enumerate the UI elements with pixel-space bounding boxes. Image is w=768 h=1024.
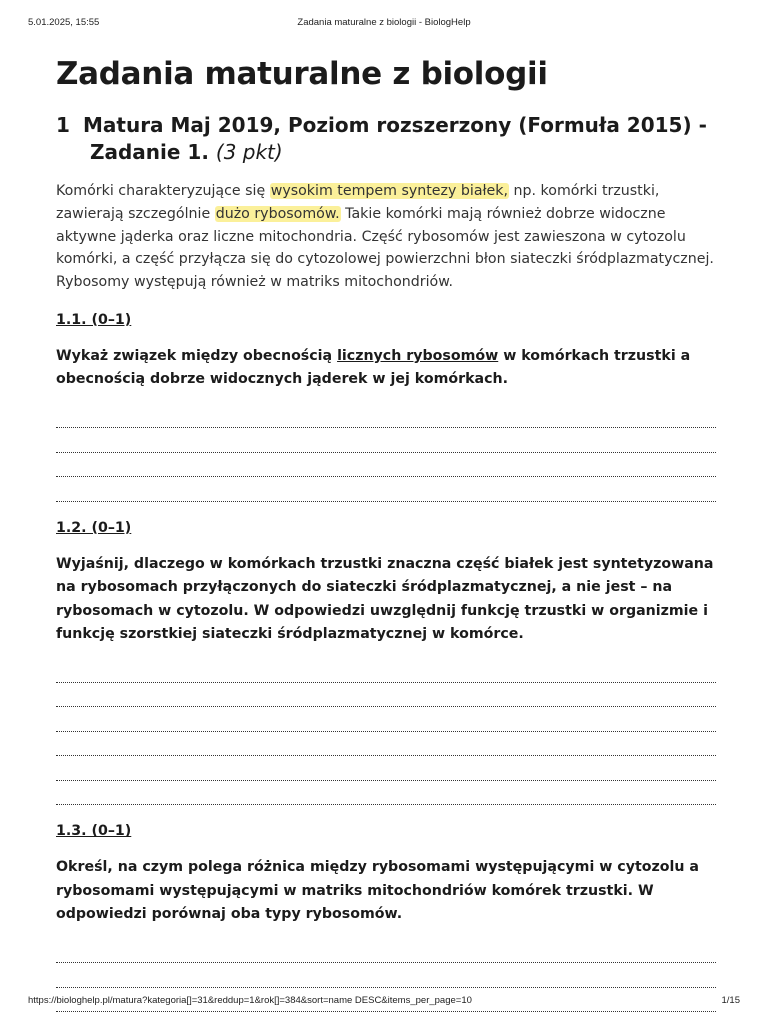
task-points: (3 pkt) (215, 140, 283, 164)
subtask-1-1 (56, 294, 716, 502)
print-document-title: Zadania maturalne z biologii - BiologHelp (297, 17, 471, 28)
task-number: 1 (56, 113, 70, 137)
subtask-question: Określ, na czym polega różnica między rybosomami występującymi w cytozolu a rybosomami występującymi w matriks mitochondriów komórek trzustki. W odpowiedzi porównaj oba typy rybosomów. (56, 859, 699, 923)
intro-text-3: Takie komórki mają również dobrze widoczne aktywne jąderka oraz liczne mitochondria. Część rybosomów jest zawieszona w cytozolu komórki, a część przyłącza się do cytozolowej powierzchni błon siateczki śródplazmatycznej. Rybosomy występują również w matriks mitochondriów. (56, 205, 714, 291)
subtask-question: Wyjaśnij, dlaczego w komórkach trzustki znaczna część białek jest syntetyzowana na rybosomach przyłączonych do siateczki śródplazmatycznej, a nie jest – na rybosomach w cytozolu. W odpowiedzi uwzględnij funkcję trzustki w organizmie i funkcję szorstkiej siateczki śródplazmatycznej w komórce. (56, 555, 714, 643)
task-intro-paragraph (56, 180, 716, 294)
answer-lines[interactable] (56, 404, 716, 502)
answer-line[interactable] (56, 658, 716, 683)
subtask-label[interactable]: 1.3. (0–1) (56, 823, 132, 840)
print-date: 5.01.2025, 15:55 (28, 17, 100, 28)
task-heading-text (83, 112, 716, 166)
print-footer (28, 995, 740, 1007)
task-exam-info: Matura Maj 2019, Poziom rozszerzony (Formuła 2015) (83, 113, 692, 137)
highlight-many-ribosomes: dużo rybosomów. (215, 205, 340, 222)
task-heading-separator: - (698, 113, 707, 137)
answer-line[interactable] (56, 683, 716, 708)
answer-line[interactable] (56, 404, 716, 429)
question-text: Wykaż związek między obecnością (56, 347, 333, 364)
intro-text-1: Komórki charakteryzujące się (56, 183, 266, 199)
print-header (28, 17, 740, 29)
answer-line[interactable] (56, 939, 716, 964)
answer-line[interactable] (56, 707, 716, 732)
subtask-label[interactable]: 1.1. (0–1) (56, 311, 132, 328)
page-content (56, 52, 716, 1012)
subtask-1-3 (56, 805, 716, 1012)
question-underlined-term: licznych rybosomów (337, 347, 499, 364)
answer-line[interactable] (56, 428, 716, 453)
answer-line[interactable] (56, 477, 716, 502)
task-zadanie-label: Zadanie 1. (89, 140, 209, 164)
page-number: 1/15 (721, 995, 740, 1006)
subtask-1-2 (56, 502, 716, 806)
answer-line[interactable] (56, 963, 716, 988)
answer-line[interactable] (56, 453, 716, 478)
subtask-question (56, 345, 716, 392)
page-title: Zadania maturalne z biologii (56, 56, 548, 92)
intro-text-2: np. komórki trzustki, zawierają szczególnie (56, 183, 660, 222)
answer-lines[interactable] (56, 658, 716, 805)
answer-line[interactable] (56, 732, 716, 757)
print-url[interactable]: https://biologhelp.pl/matura?kategoria[]=31&reddup=1&rok[]=384&sort=name DESC&items_per_page=10 (28, 995, 472, 1006)
subtask-label[interactable]: 1.2. (0–1) (56, 519, 132, 536)
answer-line[interactable] (56, 756, 716, 781)
answer-line[interactable] (56, 781, 716, 806)
question-text: w komórkach trzustki a obecnością dobrze widocznych jąderek w jej komórkach. (56, 347, 691, 388)
task-heading (56, 112, 716, 166)
highlight-protein-synthesis: wysokim tempem syntezy białek, (270, 183, 509, 199)
